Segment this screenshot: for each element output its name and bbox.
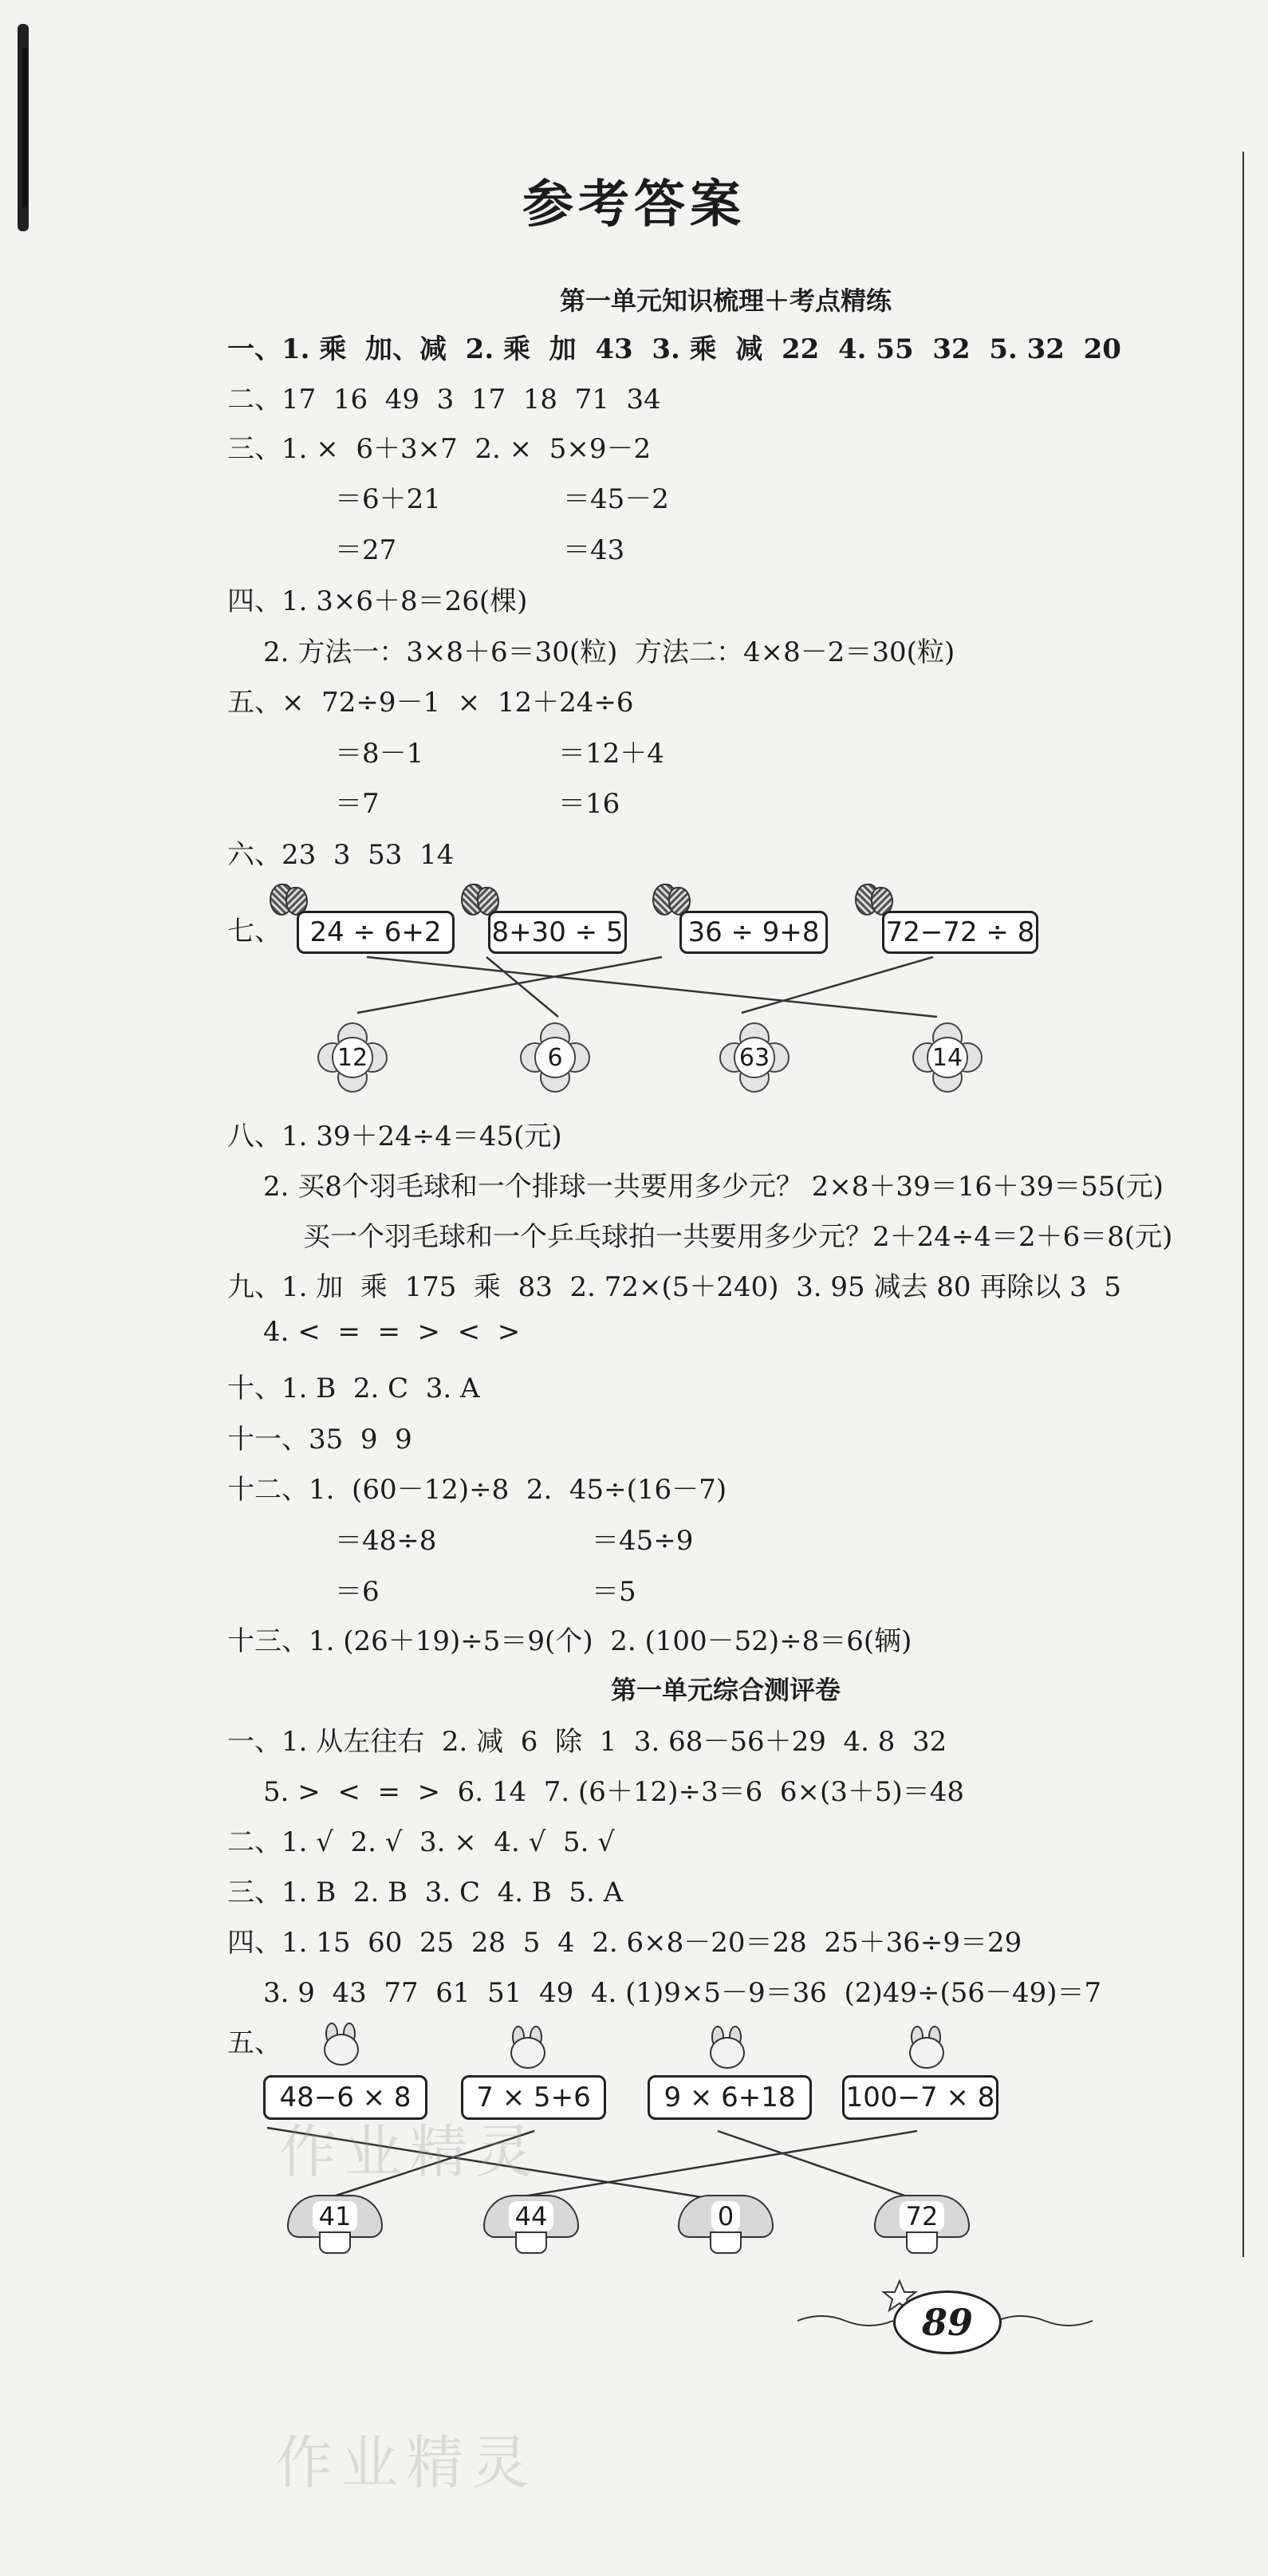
match2-expression-2: 7 × 5+6 — [461, 2075, 606, 2120]
s1-line-4: ＝6＋21 — [335, 483, 441, 515]
s1-line-9: 2. 方法一：3×8＋6＝30(粒) 方法二：4×8－2＝30(粒) — [263, 636, 955, 668]
page-title: 参考答案 — [522, 175, 746, 234]
s1-line-6: ＝27 — [335, 534, 397, 566]
s2-line-1: 一、1. 从左往右 2. 减 6 除 1 3. 68－56＋29 4. 8 32 — [227, 1726, 947, 1758]
s1-line-8: 四、1. 3×6＋8＝26(棵) — [227, 585, 528, 617]
s2-line-4: 三、1. B 2. B 3. C 4. B 5. A — [227, 1877, 624, 1908]
page-number: 89 — [893, 2290, 1002, 2354]
flower-answer-3-label: 63 — [734, 1037, 775, 1078]
mushroom-answer-2-label: 44 — [509, 2201, 554, 2231]
s1-line-10: 五、× 72÷9－1 × 12＋24÷6 — [227, 687, 634, 719]
s1-line-1: 一、1. 乘 加、减 2. 乘 加 43 3. 乘 减 22 4. 55 32 5. 32 20 — [227, 333, 1121, 365]
s1-line-21: 4. < = = > < > — [263, 1316, 521, 1348]
s1-line-16: 七、 — [227, 916, 282, 947]
s1-line-19: 买一个羽毛球和一个乒乓球拍一共要用多少元？2＋24÷4＝2＋6＝8(元) — [303, 1221, 1173, 1253]
section2-heading: 第一单元综合测评卷 — [610, 1675, 841, 1705]
s1-line-11: ＝8－1 — [335, 738, 424, 770]
flower-answer-4-label: 14 — [927, 1037, 968, 1078]
s2-line-3: 二、1. √ 2. √ 3. × 4. √ 5. √ — [227, 1826, 615, 1858]
s1-line-12: ＝12＋4 — [558, 738, 664, 770]
s1-line-20: 九、1. 加 乘 175 乘 83 2. 72×(5＋240) 3. 95 减去 80 再除以 3 5 — [227, 1271, 1122, 1303]
s1-line-18: 2. 买8个羽毛球和一个排球一共要用多少元？ 2×8＋39＝16＋39＝55(元) — [263, 1171, 1164, 1203]
match1-expression-4: 72−72 ÷ 8 — [882, 911, 1038, 954]
watermark: 作业精灵 — [279, 2118, 541, 2185]
s1-line-27: ＝6 — [335, 1576, 380, 1608]
s1-line-28: ＝5 — [592, 1576, 636, 1608]
match1-expression-3: 36 ÷ 9+8 — [679, 911, 828, 954]
s1-line-13: ＝7 — [335, 788, 380, 820]
s1-line-24: 十二、1. (60－12)÷8 2. 45÷(16－7) — [227, 1474, 727, 1506]
s1-line-3: 三、1. × 6＋3×7 2. × 5×9－2 — [227, 433, 652, 465]
s2-line-2: 5. > < = > 6. 14 7. (6＋12)÷3＝6 6×(3＋5)＝48 — [263, 1776, 965, 1808]
s2-line-5: 四、1. 15 60 25 28 5 4 2. 6×8－20＝28 25＋36÷9＝29 — [227, 1927, 1022, 1959]
s1-line-14: ＝16 — [558, 788, 620, 820]
flower-answer-1-label: 12 — [332, 1037, 373, 1078]
section1-heading: 第一单元知识梳理＋考点精练 — [559, 286, 892, 316]
s2-line-6: 3. 9 43 77 61 51 49 4. (1)9×5－9＝36 (2)49÷(56－49)＝7 — [263, 1977, 1102, 2009]
s1-line-22: 十、1. B 2. C 3. A — [227, 1373, 480, 1404]
match1-expression-1: 24 ÷ 6+2 — [297, 911, 455, 954]
match2-expression-3: 9 × 6+18 — [648, 2075, 812, 2120]
s1-line-25: ＝48÷8 — [335, 1525, 437, 1557]
flower-answer-2-label: 6 — [534, 1037, 576, 1078]
s1-line-26: ＝45÷9 — [592, 1525, 694, 1557]
s1-line-15: 六、23 3 53 14 — [227, 839, 455, 871]
match1-expression-2: 8+30 ÷ 5 — [488, 911, 627, 954]
match2-expression-1: 48−6 × 8 — [263, 2075, 427, 2120]
mushroom-answer-3-label: 0 — [711, 2201, 740, 2231]
match2-expression-4: 100−7 × 8 — [842, 2075, 998, 2120]
mushroom-answer-4-label: 72 — [900, 2201, 945, 2231]
s1-line-2: 二、17 16 49 3 17 18 71 34 — [227, 384, 661, 416]
s1-line-17: 八、1. 39＋24÷4＝45(元) — [227, 1121, 562, 1152]
mushroom-answer-1-label: 41 — [313, 2201, 358, 2231]
s2-line-7: 五、 — [227, 2027, 282, 2059]
s1-line-7: ＝43 — [563, 534, 625, 566]
s1-line-23: 十一、35 9 9 — [227, 1424, 412, 1455]
s1-line-29: 十三、1. (26＋19)÷5＝9(个) 2. (100－52)÷8＝6(辆) — [227, 1625, 912, 1657]
s1-line-5: ＝45－2 — [563, 483, 669, 515]
watermark: 作业精灵 — [275, 2429, 538, 2496]
